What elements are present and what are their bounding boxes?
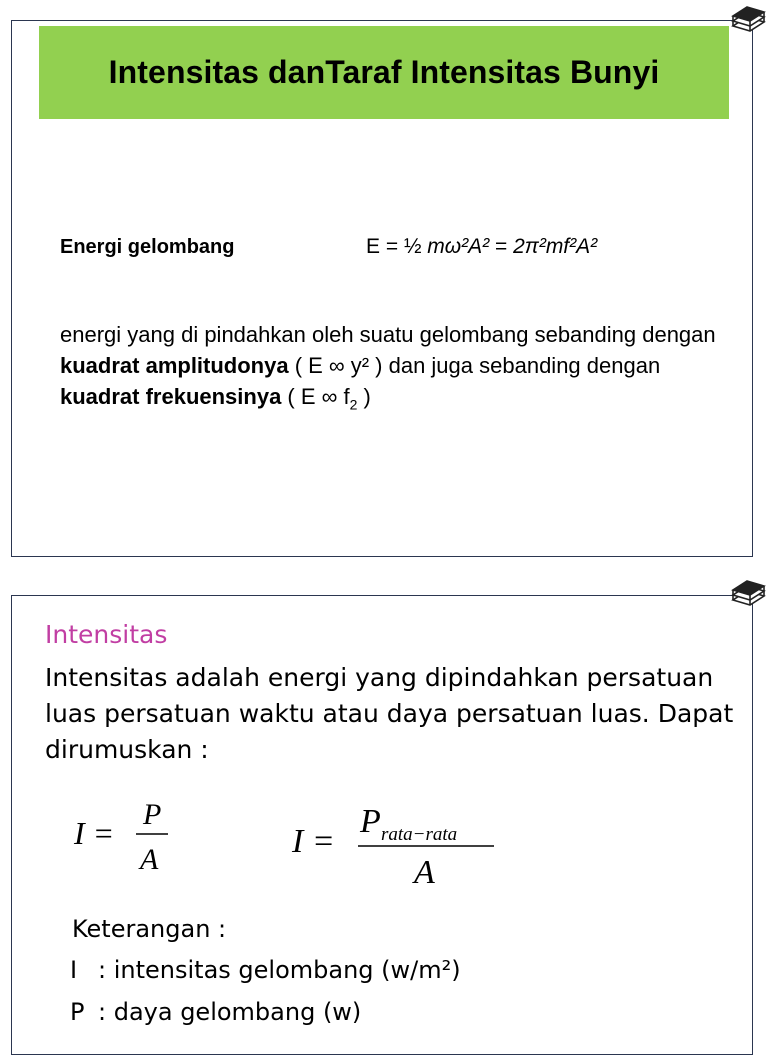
desc-part2: ( E ∞ y² ) dan juga sebanding dengan xyxy=(288,353,661,378)
intensity-definition: Intensitas adalah energi yang dipindahkan persatuan luas persatuan waktu atau daya persatuan luas. Dapat dirumuskan : xyxy=(45,663,734,764)
keterangan-row xyxy=(70,956,461,984)
eq1-numerator: P xyxy=(143,798,162,831)
average-intensity-formula xyxy=(290,796,520,896)
energy-formula-term1: mω²A² xyxy=(427,235,490,258)
keterangan-row xyxy=(70,998,361,1026)
eq1-lhs: I = xyxy=(74,815,115,851)
eq1-denominator: A xyxy=(140,843,159,876)
energy-formula-lhs: E = ½ xyxy=(366,235,428,258)
eq2-numerator: P xyxy=(360,803,381,840)
energy-label: Energi gelombang xyxy=(60,236,235,258)
desc-part1: energi yang di pindahkan oleh suatu gelombang sebanding dengan xyxy=(60,322,716,347)
energy-formula-mid: = xyxy=(489,235,514,258)
eq2-denominator: A xyxy=(414,854,435,891)
keterangan-label: Keterangan : xyxy=(72,915,227,943)
desc-part3: ( E ∞ f xyxy=(281,384,350,409)
energy-formula xyxy=(366,235,597,259)
energy-formula-term2: 2π²mf²A² xyxy=(513,235,598,258)
book-stack-icon xyxy=(730,6,766,34)
desc-bold1: kuadrat amplitudonya xyxy=(60,353,289,378)
desc-part4: ) xyxy=(357,384,371,409)
eq2-numerator-subscript: rata−rata xyxy=(381,824,458,845)
eq2-lhs: I = xyxy=(292,823,335,860)
desc-subscript: 2 xyxy=(349,396,358,413)
section-heading: Intensitas xyxy=(45,620,168,649)
keterangan-text: : daya gelombang (w) xyxy=(98,998,362,1026)
title-banner xyxy=(39,26,729,119)
keterangan-symbol: I xyxy=(70,956,78,984)
slide-1 xyxy=(11,20,753,557)
desc-bold2: kuadrat frekuensinya xyxy=(60,384,282,409)
keterangan-text: : intensitas gelombang (w/m²) xyxy=(98,956,461,984)
slide-title: Intensitas danTaraf Intensitas Bunyi xyxy=(108,54,660,90)
slide-2 xyxy=(11,595,753,1055)
energy-description xyxy=(60,319,730,420)
keterangan-symbol: P xyxy=(70,998,85,1026)
intensity-formula xyxy=(70,792,200,882)
book-stack-icon xyxy=(730,580,766,608)
